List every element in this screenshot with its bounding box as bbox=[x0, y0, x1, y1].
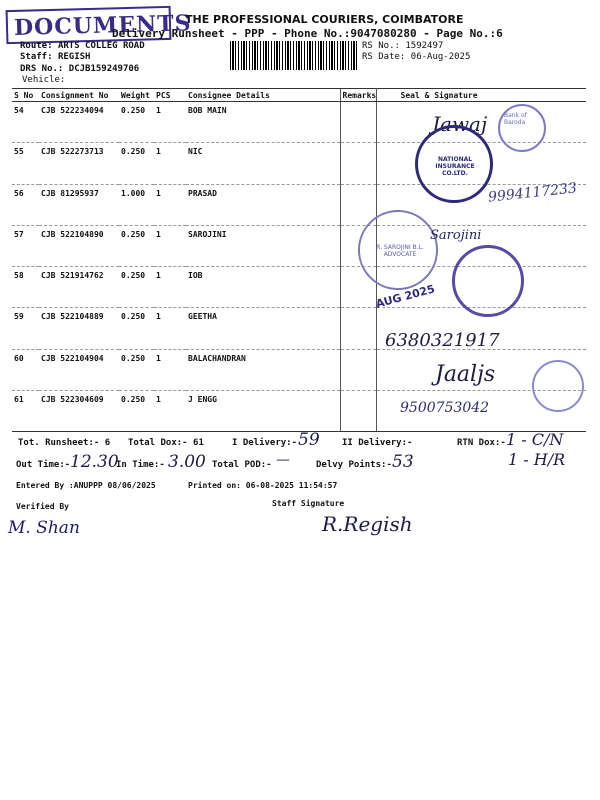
i-delivery-label: I Delivery:- bbox=[232, 438, 298, 448]
col-consignee: Consignee Details bbox=[186, 89, 340, 102]
cell-remarks bbox=[340, 308, 376, 349]
cell-consignee: IOB bbox=[186, 267, 340, 308]
cell-weight: 0.250 bbox=[119, 349, 154, 390]
rs-date-label: RS Date: bbox=[362, 52, 406, 62]
table-row bbox=[12, 143, 586, 184]
phone-56: 9994117233 bbox=[487, 180, 578, 206]
cell-pcs: 1 bbox=[154, 102, 186, 143]
cell-weight: 0.250 bbox=[119, 102, 154, 143]
staff-line bbox=[20, 52, 90, 62]
cell-consignee: SAROJINI bbox=[186, 225, 340, 266]
delvy-points-value: 53 bbox=[392, 452, 414, 472]
col-sno: S No bbox=[12, 89, 39, 102]
cell-weight: 0.250 bbox=[119, 308, 154, 349]
cell-consignment: CJB 522104890 bbox=[39, 225, 119, 266]
cell-consignment: CJB 522273713 bbox=[39, 143, 119, 184]
rtn-dox-label: RTN Dox:- bbox=[457, 438, 506, 448]
company-stamp-60 bbox=[532, 360, 584, 412]
cell-sno: 61 bbox=[12, 391, 39, 432]
cell-consignee: BOB MAIN bbox=[186, 102, 340, 143]
verifier-signature: M. Shan bbox=[8, 518, 80, 538]
table-row bbox=[12, 349, 586, 390]
col-remarks: Remarks bbox=[340, 89, 376, 102]
drs-label: DRS No.: bbox=[20, 64, 64, 74]
cell-weight: 0.250 bbox=[119, 225, 154, 266]
col-pcs: PCS bbox=[154, 89, 186, 102]
cell-sno: 60 bbox=[12, 349, 39, 390]
total-dox: Total Dox:- 61 bbox=[128, 438, 204, 448]
documents-stamp: DOCUMENTS bbox=[6, 6, 172, 44]
cell-pcs: 1 bbox=[154, 267, 186, 308]
col-weight: Weight bbox=[119, 89, 154, 102]
cell-consignment: CJB 81295937 bbox=[39, 184, 119, 225]
cell-consignment: CJB 522104889 bbox=[39, 308, 119, 349]
cell-sno: 54 bbox=[12, 102, 39, 143]
barcode bbox=[230, 41, 357, 70]
advocate-stamp-text: R. SAROJINI B.L. ADVOCATE bbox=[376, 244, 424, 258]
signature-60: Jaaljs bbox=[435, 362, 496, 387]
route-line bbox=[20, 41, 145, 51]
rs-no-label: RS No.: bbox=[362, 41, 400, 51]
delvy-points-label: Delvy Points:- bbox=[316, 460, 392, 470]
cell-consignee: NIC bbox=[186, 143, 340, 184]
cell-sno: 59 bbox=[12, 308, 39, 349]
nic-stamp bbox=[415, 125, 493, 203]
rs-no-line bbox=[362, 41, 443, 51]
route-value: ARTS COLLEG ROAD bbox=[57, 41, 145, 51]
rs-no-value: 1592497 bbox=[405, 41, 444, 51]
bank-stamp-text: Bank of Baroda bbox=[504, 112, 527, 126]
cell-consignment: CJB 522234094 bbox=[39, 102, 119, 143]
rtn-value: 1 - C/N bbox=[506, 430, 564, 449]
cell-pcs: 1 bbox=[154, 391, 186, 432]
verified-by: Verified By bbox=[16, 502, 69, 511]
staff-value: REGISH bbox=[57, 52, 91, 62]
runsheet-title: Delivery Runsheet - PPP - Phone No.:9047080280 - Page No.:6 bbox=[112, 27, 503, 40]
cell-weight: 0.250 bbox=[119, 267, 154, 308]
drs-value: DCJB159249706 bbox=[68, 64, 140, 74]
rs-date-value: 06-Aug-2025 bbox=[410, 52, 471, 62]
route-label: Route: bbox=[20, 41, 53, 51]
cell-pcs: 1 bbox=[154, 225, 186, 266]
cell-consignment: CJB 522104904 bbox=[39, 349, 119, 390]
table-header-row bbox=[12, 89, 586, 102]
cell-consignee: J ENGG bbox=[186, 391, 340, 432]
staff-label: Staff: bbox=[20, 52, 53, 62]
ii-delivery: II Delivery:- bbox=[342, 438, 413, 448]
rs-date-line bbox=[362, 52, 470, 62]
advocate-stamp bbox=[358, 210, 438, 290]
cell-consignee: BALACHANDRAN bbox=[186, 349, 340, 390]
in-time-label: In Time:- bbox=[116, 460, 165, 470]
cell-weight: 1.000 bbox=[119, 184, 154, 225]
staff-signature: R.Regish bbox=[322, 512, 413, 536]
table-row bbox=[12, 391, 586, 432]
bank-stamp bbox=[498, 104, 546, 152]
phone-61: 9500753042 bbox=[400, 400, 490, 416]
col-consignment: Consignment No bbox=[39, 89, 119, 102]
cell-pcs: 1 bbox=[154, 308, 186, 349]
i-delivery-value: 59 bbox=[298, 430, 320, 450]
nic-stamp-text: NATIONAL INSURANCE CO.LTD. bbox=[435, 156, 475, 177]
printed-on: Printed on: 06-08-2025 11:54:57 bbox=[188, 481, 338, 490]
cell-consignee: PRASAD bbox=[186, 184, 340, 225]
tot-runsheet: Tot. Runsheet:- 6 bbox=[18, 438, 111, 448]
cell-consignment: CJB 521914762 bbox=[39, 267, 119, 308]
cell-remarks bbox=[340, 391, 376, 432]
entered-by: Entered By :ANUPPP 08/06/2025 bbox=[16, 481, 156, 490]
total-pod-label: Total POD:- bbox=[212, 460, 272, 470]
in-time-value: 3.00 bbox=[168, 452, 206, 472]
cell-pcs: 1 bbox=[154, 349, 186, 390]
signature-54: Jawaj bbox=[432, 112, 488, 136]
signature-57: Sarojini bbox=[430, 228, 482, 243]
cell-sno: 55 bbox=[12, 143, 39, 184]
cell-pcs: 1 bbox=[154, 143, 186, 184]
cell-weight: 0.250 bbox=[119, 143, 154, 184]
vehicle-line bbox=[22, 75, 65, 85]
cell-remarks bbox=[340, 102, 376, 143]
phone-59: 6380321917 bbox=[385, 330, 500, 351]
total-pod-value: — bbox=[276, 452, 290, 468]
date-stamp: AUG 2025 bbox=[374, 282, 437, 311]
col-seal: Seal & Signature bbox=[376, 89, 586, 102]
cell-remarks bbox=[340, 349, 376, 390]
iob-stamp bbox=[452, 245, 524, 317]
cell-pcs: 1 bbox=[154, 184, 186, 225]
out-time-label: Out Time:- bbox=[16, 460, 71, 470]
drs-line bbox=[20, 64, 139, 74]
vehicle-label: Vehicle: bbox=[22, 75, 66, 85]
staff-signature-label: Staff Signature bbox=[272, 499, 345, 508]
company-name: THE PROFESSIONAL COURIERS, COIMBATORE bbox=[185, 13, 464, 26]
out-time-value: 12.30 bbox=[70, 452, 119, 472]
cell-remarks bbox=[340, 143, 376, 184]
cell-weight: 0.250 bbox=[119, 391, 154, 432]
rtn-value-2: 1 - H/R bbox=[508, 450, 566, 469]
cell-sno: 58 bbox=[12, 267, 39, 308]
cell-sno: 56 bbox=[12, 184, 39, 225]
cell-consignee: GEETHA bbox=[186, 308, 340, 349]
cell-sno: 57 bbox=[12, 225, 39, 266]
cell-consignment: CJB 522304609 bbox=[39, 391, 119, 432]
